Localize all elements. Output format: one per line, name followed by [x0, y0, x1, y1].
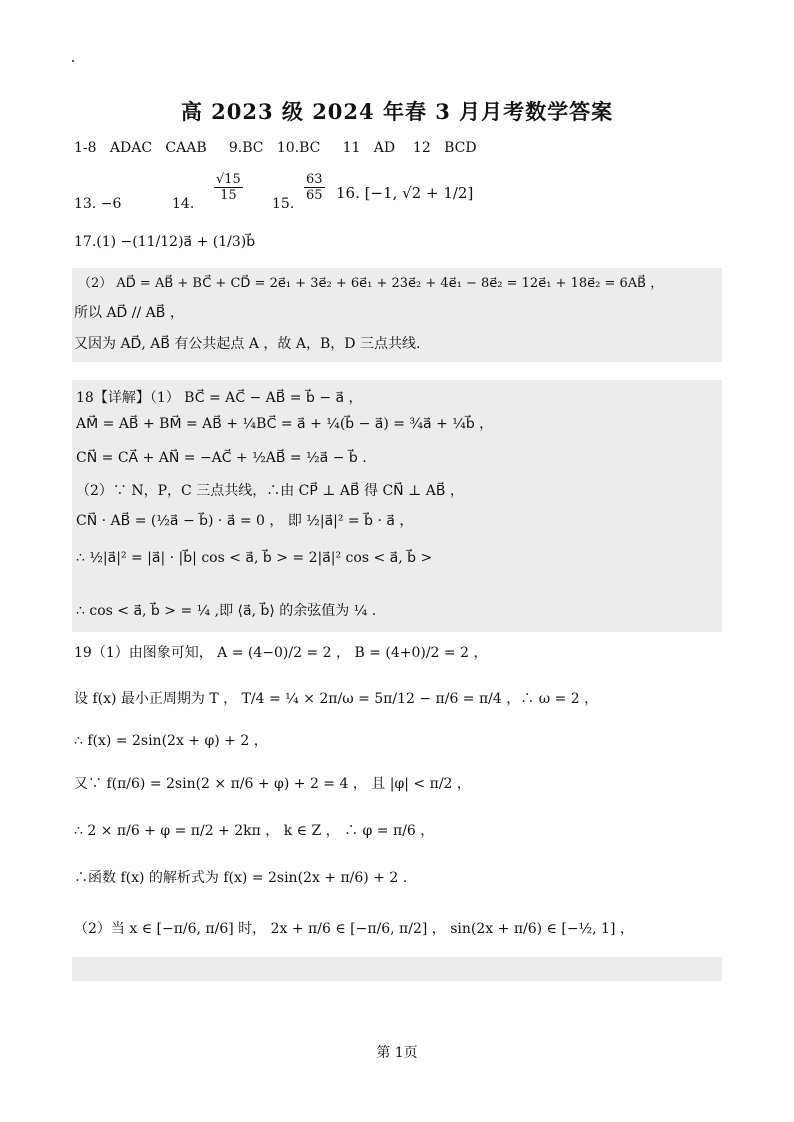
- q18-line4: （2）∵ N，P，C 三点共线，∴由 CP⃗ ⊥ AB⃗ 得 CN⃗ ⊥ AB⃗ ，: [76, 483, 464, 499]
- q17-part2-line3: 又因为 AD⃗, AB⃗ 有公共起点 A ，故 A，B，D 三点共线.: [74, 336, 421, 352]
- page-mark: [72, 60, 74, 62]
- answer-15-fraction: [302, 172, 327, 203]
- q18-line2: AM⃗ = AB⃗ + BM⃗ = AB⃗ + ¼BC⃗ = a⃗ + ¼(b⃗ − a⃗) = ¾a⃗ + ¼b⃗ ，: [76, 416, 494, 432]
- answer-15-label: 15.: [272, 196, 295, 212]
- answer-14-label: 14.: [172, 196, 195, 212]
- answer-13: 13. −6: [74, 196, 122, 212]
- q19-line3: ∴ f(x) = 2sin(2x + φ) + 2 ，: [74, 733, 268, 749]
- answers-choice-row: 1-8 ADAC CAAB 9.BC 10.BC 11 AD 12 BCD: [74, 140, 477, 156]
- answer-15-denominator: 65: [306, 188, 323, 203]
- answer-14-numerator: √15: [216, 172, 241, 187]
- answer-14-fraction: [212, 172, 245, 203]
- q19-line7: （2）当 x ∈ [−π/6, π/6] 时， 2x + π/6 ∈ [−π/6, π/2] ， sin(2x + π/6) ∈ [−½, 1] ，: [74, 921, 634, 937]
- q17-part1: 17.(1) −(11/12)a⃗ + (1/3)b⃗: [74, 234, 256, 250]
- q18-line1: 18【详解】（1） BC⃗ = AC⃗ − AB⃗ = b⃗ − a⃗ ，: [76, 390, 363, 406]
- answer-16: 16. [−1, √2 + 1/2]: [336, 184, 474, 202]
- q19-line2: 设 f(x) 最小正周期为 T ， T/4 = ¼ × 2π/ω = 5π/12 − π/6 = π/4 ，∴ ω = 2 ，: [74, 691, 599, 707]
- answer-14-denominator: 15: [220, 188, 237, 203]
- q17-part2-line2: 所以 AD⃗ // AB⃗ ，: [74, 305, 184, 321]
- q19-line1: 19（1）由图象可知， A = (4−0)/2 = 2 ， B = (4+0)/2 = 2 ，: [74, 645, 488, 661]
- q19-line6: ∴函数 f(x) 的解析式为 f(x) = 2sin(2x + π/6) + 2 .: [74, 870, 408, 886]
- q18-line7: ∴ cos < a⃗, b⃗ > = ¼ ,即 ⟨a⃗, b⃗⟩ 的余弦值为 ¼ .: [76, 603, 377, 619]
- q19-continuation-box: [72, 957, 722, 981]
- q19-line4: 又∵ f(π/6) = 2sin(2 × π/6 + φ) + 2 = 4 ， 且 |φ| < π/2 ，: [74, 776, 471, 792]
- q18-line5: CN⃗ · AB⃗ = (½a⃗ − b⃗) · a⃗ = 0 ， 即 ½|a⃗|² = b⃗ · a⃗ ，: [76, 513, 414, 529]
- page-title: 高 2023 级 2024 年春 3 月月考数学答案: [180, 99, 614, 124]
- q18-line3: CN⃗ = CA⃗ + AN⃗ = −AC⃗ + ½AB⃗ = ½a⃗ − b⃗ .: [76, 450, 367, 466]
- q19-line5: ∴ 2 × π/6 + φ = π/2 + 2kπ ， k ∈ Z ， ∴ φ = π/6 ，: [74, 823, 435, 839]
- page-footer: 第 1页: [376, 1045, 418, 1061]
- answer-15-numerator: 63: [306, 172, 323, 187]
- q17-part2-line1: （2） AD⃗ = AB⃗ + BC⃗ + CD⃗ = 2e⃗₁ + 3e⃗₂ + 6e⃗₁ + 23e⃗₂ + 4e⃗₁ − 8e⃗₂ = 12e⃗₁ + 18e⃗₂ = 6AB⃗ ，: [78, 276, 664, 291]
- q18-line6: ∴ ½|a⃗|² = |a⃗| · |b⃗| cos < a⃗, b⃗ > = 2|a⃗|² cos < a⃗, b⃗ >: [76, 550, 433, 566]
